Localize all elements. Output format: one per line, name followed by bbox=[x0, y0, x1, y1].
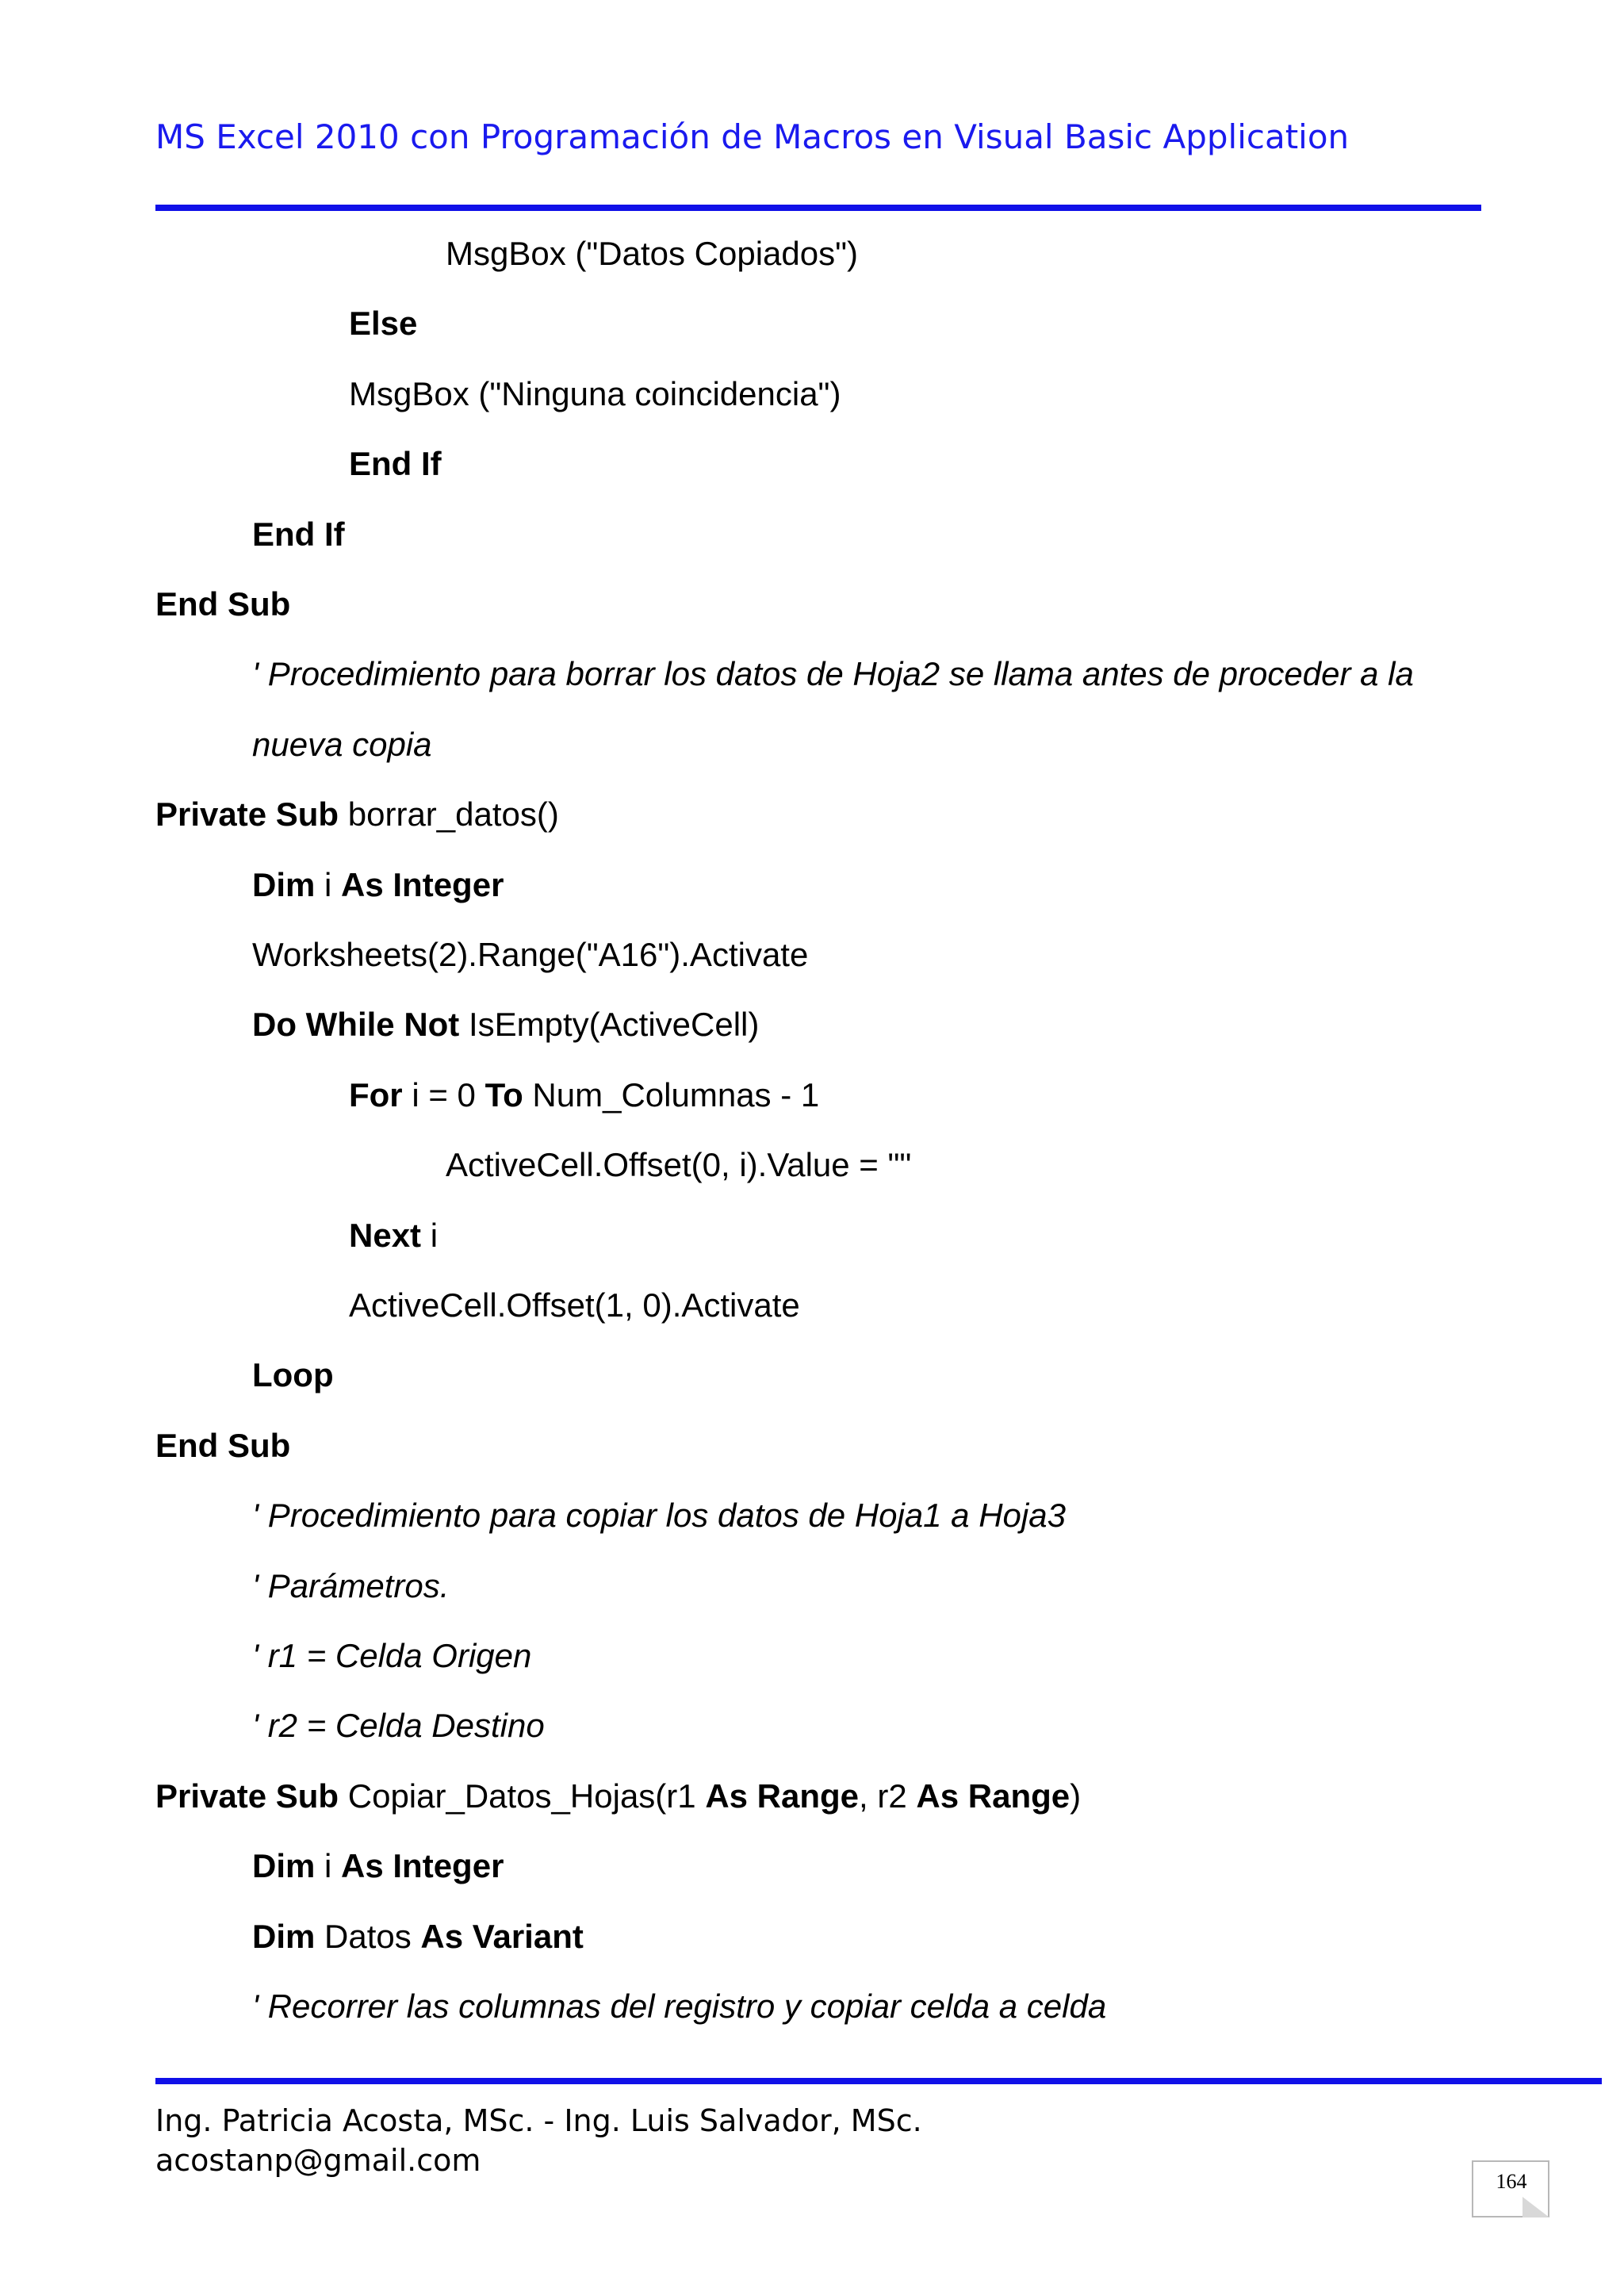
code-comment: ' r2 = Celda Destino bbox=[252, 1707, 545, 1745]
code-text: IsEmpty(ActiveCell) bbox=[459, 1006, 760, 1044]
code-line bbox=[252, 931, 808, 979]
code-comment: ' Recorrer las columnas del registro y copiar celda a celda bbox=[252, 1987, 1107, 2025]
code-text: Datos bbox=[315, 1917, 421, 1955]
code-line bbox=[349, 440, 442, 488]
code-line bbox=[252, 1702, 545, 1750]
code-keyword: End Sub bbox=[155, 1426, 291, 1464]
code-line bbox=[349, 1282, 800, 1329]
code-keyword: Else bbox=[349, 305, 418, 343]
code-line bbox=[155, 581, 290, 628]
header-rule bbox=[155, 205, 1481, 211]
code-keyword: End Sub bbox=[155, 585, 291, 623]
code-keyword: End If bbox=[349, 445, 442, 483]
code-text: Worksheets(2).Range("A16").Activate bbox=[252, 936, 809, 973]
code-keyword: Loop bbox=[252, 1356, 334, 1394]
code-line bbox=[252, 721, 432, 769]
code-keyword: Private Sub bbox=[155, 1777, 339, 1815]
code-text: i bbox=[315, 1847, 342, 1885]
code-line bbox=[446, 230, 858, 278]
footer-authors: Ing. Patricia Acosta, MSc. - Ing. Luis Salvador, MSc. bbox=[155, 2103, 922, 2138]
code-text: i bbox=[421, 1216, 439, 1254]
code-line bbox=[252, 1983, 1106, 2030]
code-line bbox=[252, 1913, 584, 1961]
code-line bbox=[252, 1842, 504, 1890]
code-line bbox=[349, 1212, 438, 1259]
code-keyword: Dim bbox=[252, 1917, 316, 1955]
code-line bbox=[252, 1492, 1066, 1539]
code-keyword: Dim bbox=[252, 1847, 316, 1885]
code-keyword: For bbox=[349, 1075, 403, 1114]
code-line bbox=[155, 1422, 290, 1470]
code-keyword: Private Sub bbox=[155, 795, 339, 834]
code-comment: ' Procedimiento para borrar los datos de Hoja2 se llama antes de proceder a la bbox=[252, 655, 1414, 693]
code-text: i bbox=[315, 865, 342, 903]
code-line bbox=[349, 1071, 819, 1119]
code-line bbox=[252, 511, 345, 558]
code-line bbox=[446, 1141, 911, 1189]
code-comment: nueva copia bbox=[252, 725, 432, 763]
code-keyword: To bbox=[485, 1075, 523, 1114]
code-keyword: Dim bbox=[252, 865, 316, 903]
code-text: Copiar_Datos_Hojas(r1 bbox=[339, 1777, 706, 1815]
code-comment: ' r1 = Celda Origen bbox=[252, 1637, 532, 1674]
page-number: 164 bbox=[1496, 2170, 1527, 2193]
code-text: ActiveCell.Offset(0, i).Value = "" bbox=[446, 1146, 912, 1184]
page-fold-corner bbox=[1522, 2197, 1549, 2217]
code-line bbox=[252, 1001, 759, 1048]
code-line bbox=[349, 370, 841, 418]
code-keyword: As Integer bbox=[341, 1847, 504, 1885]
code-line bbox=[252, 1562, 449, 1610]
code-keyword: Next bbox=[349, 1216, 422, 1254]
code-line bbox=[252, 650, 1414, 698]
code-keyword: As Range bbox=[705, 1777, 860, 1815]
code-line bbox=[252, 1351, 334, 1399]
footer-email: acostanp@gmail.com bbox=[155, 2143, 481, 2178]
footer-rule bbox=[155, 2078, 1602, 2084]
code-text: Num_Columnas - 1 bbox=[523, 1075, 820, 1114]
code-comment: ' Parámetros. bbox=[252, 1566, 450, 1604]
code-line bbox=[252, 1632, 531, 1680]
code-text: borrar_datos() bbox=[339, 795, 559, 834]
code-text: i = 0 bbox=[402, 1075, 485, 1114]
code-text: ActiveCell.Offset(1, 0).Activate bbox=[349, 1286, 800, 1324]
code-keyword: As Range bbox=[916, 1777, 1071, 1815]
page-number-box bbox=[1472, 2160, 1549, 2217]
code-line bbox=[252, 861, 504, 909]
code-keyword: Do While Not bbox=[252, 1006, 460, 1044]
code-keyword: As Integer bbox=[341, 865, 504, 903]
code-line bbox=[155, 791, 559, 838]
code-line bbox=[155, 1773, 1081, 1820]
code-keyword: End If bbox=[252, 515, 345, 553]
code-keyword: As Variant bbox=[420, 1917, 584, 1955]
code-text: , r2 bbox=[859, 1777, 917, 1815]
code-text: MsgBox ("Ninguna coincidencia") bbox=[349, 374, 841, 412]
code-text: ) bbox=[1070, 1777, 1082, 1815]
code-line bbox=[349, 300, 417, 347]
code-comment: ' Procedimiento para copiar los datos de Hoja1 a Hoja3 bbox=[252, 1497, 1066, 1535]
running-header-title: MS Excel 2010 con Programación de Macros en Visual Basic Application bbox=[155, 117, 1350, 156]
code-text: MsgBox ("Datos Copiados") bbox=[446, 235, 859, 272]
